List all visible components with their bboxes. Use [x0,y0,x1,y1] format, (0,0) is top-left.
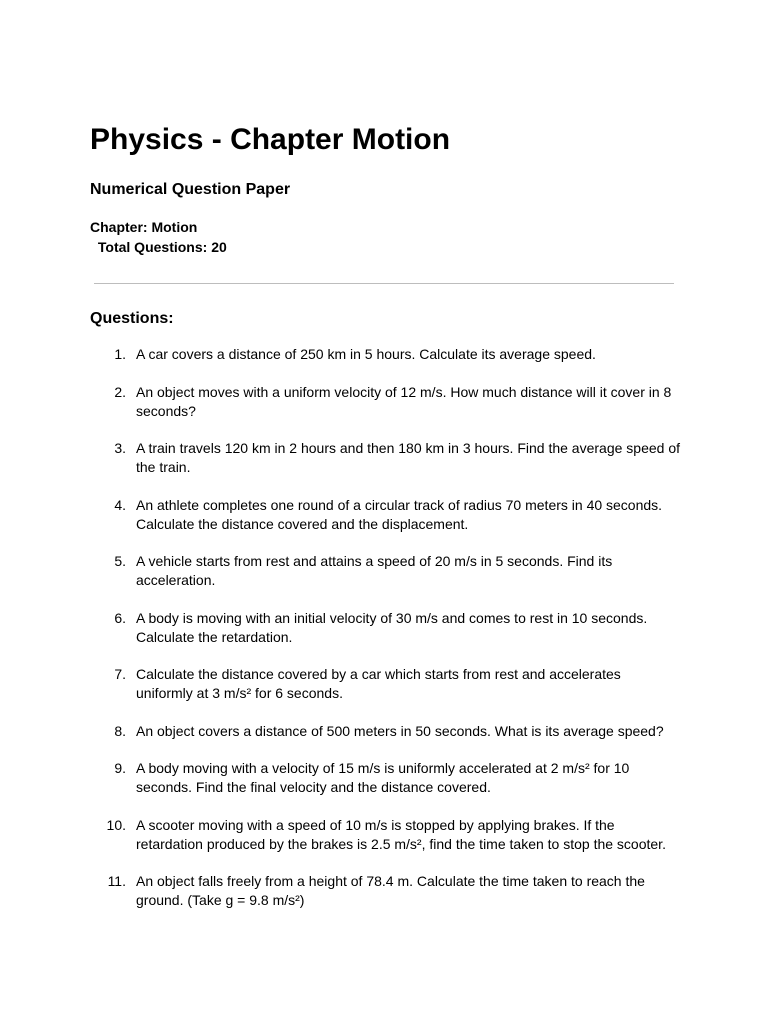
question-item [0,665,768,703]
question-list [0,345,768,929]
question-number: 4. [114,496,126,513]
question-number: 7. [114,666,126,682]
question-item [0,609,768,647]
question-text: An athlete completes one round of a circular track of radius 70 meters in 40 seconds. Calculate the distance covered and the displacement. [136,496,663,532]
question-number: 11. [107,873,126,889]
question-text: An object moves with a uniform velocity of 12 m/s. How much distance will it cover in 8 seconds? [136,383,672,419]
question-number: 9. [114,760,126,776]
question-item [0,345,768,364]
page-subtitle: Numerical Question Paper [90,181,291,198]
question-text: An object covers a distance of 500 meters in 50 seconds. What is its average speed? [136,722,664,739]
question-number: 2. [114,383,126,400]
question-number: 3. [114,440,126,456]
question-item [0,872,768,910]
question-text: A scooter moving with a speed of 10 m/s is stopped by applying brakes. If the retardation produced by the brakes is 2.5 m/s², find the time taken to stop the scooter. [136,816,666,852]
chapter-label: Chapter: Motion [90,219,198,235]
question-number: 1. [114,346,126,362]
horizontal-divider [94,283,674,284]
question-item [0,552,768,590]
question-number: 6. [114,609,126,626]
question-text: A car covers a distance of 250 km in 5 hours. Calculate its average speed. [136,346,596,362]
question-item [0,439,768,477]
question-text: A vehicle starts from rest and attains a speed of 20 m/s in 5 seconds. Find its acceleration. [136,553,613,588]
page-title: Physics - Chapter Motion [90,123,451,156]
question-item [0,816,768,854]
question-item [0,759,768,797]
question-number: 5. [114,553,126,569]
questions-heading: Questions: [90,310,174,327]
total-questions-label: Total Questions: 20 [94,239,227,255]
question-text: A body moving with a velocity of 15 m/s is uniformly accelerated at 2 m/s² for 10 seconds. Find the final velocity and the distance covered. [136,760,630,795]
question-item [0,722,768,741]
question-text: A train travels 120 km in 2 hours and then 180 km in 3 hours. Find the average speed of the train. [136,440,680,475]
question-text: Calculate the distance covered by a car which starts from rest and accelerates uniformly at 3 m/s² for 6 seconds. [136,666,621,701]
question-number: 8. [114,722,126,739]
question-text: An object falls freely from a height of 78.4 m. Calculate the time taken to reach the ground. (Take g = 9.8 m/s²) [136,873,645,908]
question-number: 10. [106,816,126,833]
question-text: A body is moving with an initial velocity of 30 m/s and comes to rest in 10 seconds. Calculate the retardation. [136,609,648,645]
question-item [0,496,768,534]
question-item [0,383,768,421]
